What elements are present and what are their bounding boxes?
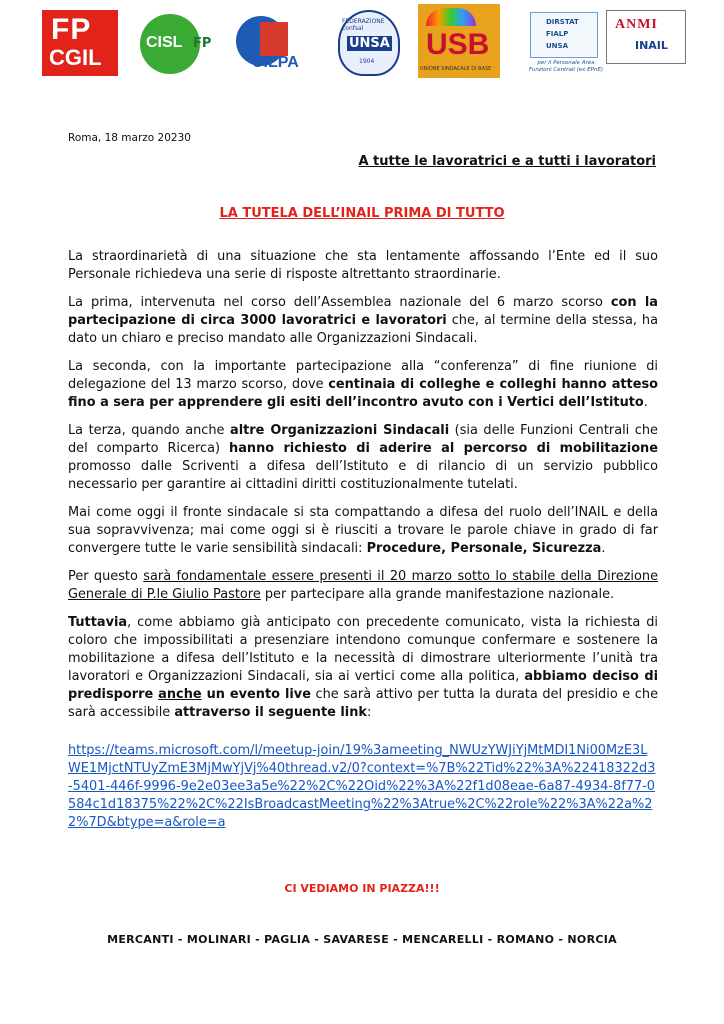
paragraph-4: La terza, quando anche altre Organizzazioni Sindacali (sia delle Funzioni Centrali che del comparto Ricerca) hanno richiesto di aderire al percorso di mobilitazione promosso dalle Scriventi a difesa dell’Istituto e di rilancio di un servizio pubblico necessario per garantire ai cittadini diritti costituzionalmente tutelati. (68, 423, 658, 492)
addressee: A tutte le lavoratrici e a tutti i lavoratori (358, 154, 656, 169)
unsa-logo: FEDERAZIONE confsal UNSA 1904 (330, 6, 406, 78)
cisl-fp-logo: CISL FP (138, 12, 214, 78)
anmi-inail-logo: ANMI INAIL (606, 10, 686, 64)
paragraph-6: Per questo sarà fondamentale essere presenti il 20 marzo sotto lo stabile della Direzione Generale di P.le Giulio Pastore per partecipare alla grande manifestazione nazionale. (68, 569, 658, 602)
slogan: CI VEDIAMO IN PIAZZA!!! (284, 882, 440, 895)
paragraph-2: La prima, intervenuta nel corso dell’Assemblea nazionale del 6 marzo scorso con la partecipazione di circa 3000 lavoratrici e lavoratori che, al termine della stessa, ha dato un chiaro e preciso mandato alle Organizzazioni Sindacali. (68, 295, 658, 346)
logo-bar (0, 0, 724, 90)
flag-icon (260, 22, 288, 56)
usb-logo: USB UNIONE SINDACALE DI BASE (418, 4, 500, 78)
dirstat-logo: DIRSTAT FIALP UNSA per il Personale Area Funzioni Centrali (ex EPnE) (524, 10, 606, 86)
document-body (68, 248, 658, 732)
signatories: MERCANTI - MOLINARI - PAGLIA - SAVARESE - MENCARELLI - ROMANO - NORCIA (107, 933, 617, 946)
fp-cgil-logo: FP CGIL (42, 10, 118, 76)
rainbow-icon (426, 8, 476, 26)
paragraph-1: La straordinarietà di una situazione che sta lentamente affossando l’Ente ed il suo Personale richiedeva una serie di risposte altrettanto straordinarie. (68, 249, 658, 282)
uilpa-logo: UILPA (230, 16, 310, 82)
document-title: LA TUTELA DELL’INAIL PRIMA DI TUTTO (219, 206, 505, 221)
live-event-link[interactable]: https://teams.microsoft.com/l/meetup-join/19%3ameeting_NWUzYWJiYjMtMDI1Ni00MzE3LWE1MjctNTUyZmE3MjMwYjVj%40thread.v2/0?context=%7B%22Tid%22%3A%22418322d3-5401-446f-9996-9e2e03ee3a5e%22%2C%22Oid%22%3A%22f1d08eae-6a87-4934-8f77-0584c1d18375%22%2C%22IsBroadcastMeeting%22%3Atrue%2C%22role%22%3A%22a%22%7D&btype=a&role=a (68, 743, 656, 830)
paragraph-5: Mai come oggi il fronte sindacale si sta compattando a difesa del ruolo dell’INAIL e della sua sopravvivenza; mai come oggi si è riusciti a trovare le parole chiave in grado di far convergere tutte le varie sensibilità sindacali: Procedure, Personale, Sicurezza. (68, 505, 658, 556)
paragraph-7: Tuttavia, come abbiamo già anticipato con precedente comunicato, vista la richiesta di coloro che impossibilitati a presenziare intendono comunque confermare e sostenere la mobilitazione a difesa dell’Istituto e la necessità di dimostrare ulteriormente l’unità tra lavoratori e Organizzazioni Sindacali, sia ai vertici come alla politica, abbiamo deciso di predisporre anche un evento live che sarà attivo per tutta la durata del presidio e che sarà accessibile attraverso il seguente link: (68, 615, 658, 720)
document-date: Roma, 18 marzo 20230 (68, 132, 191, 144)
paragraph-3: La seconda, con la importante partecipazione alla “conferenza” di fine riunione di delegazione del 13 marzo scorso, dove centinaia di colleghe e colleghi hanno atteso fino a sera per apprendere gli esiti dell’incontro avuto con i Vertici dell’Istituto. (68, 359, 658, 410)
